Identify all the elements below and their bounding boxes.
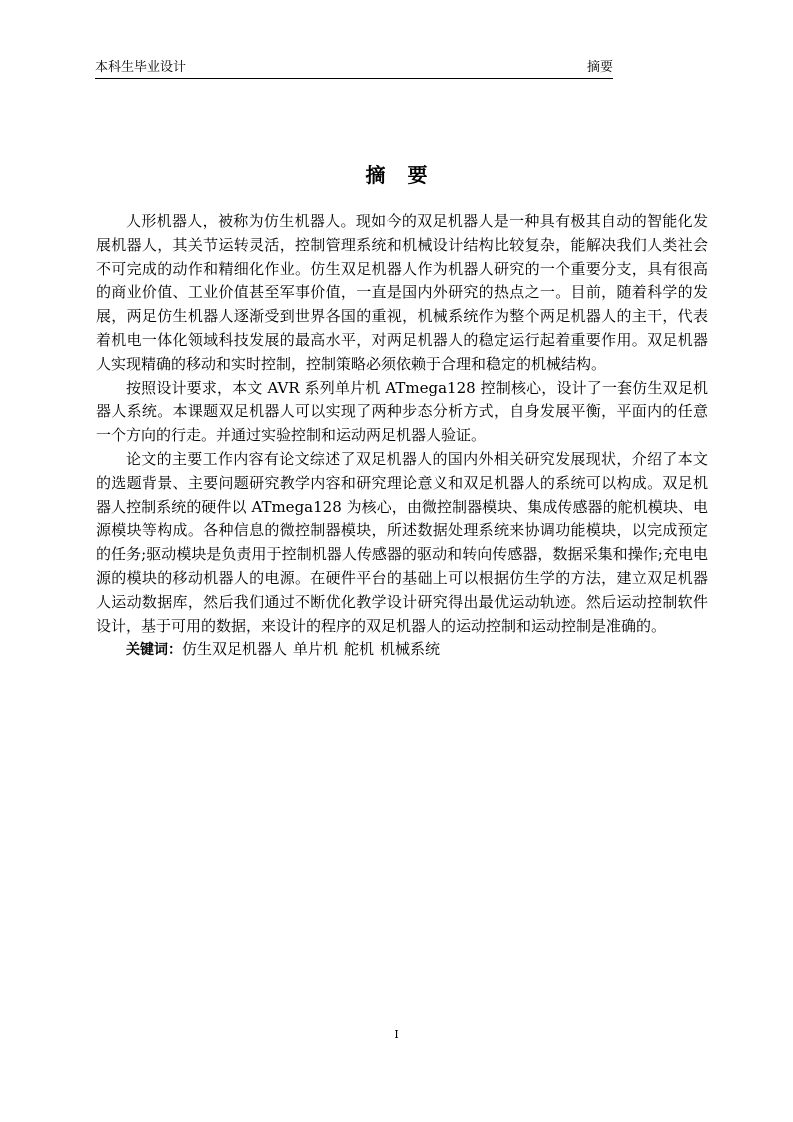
abstract-title: 摘要 bbox=[365, 163, 450, 187]
page-header bbox=[95, 58, 613, 79]
header-section-name: 摘要 bbox=[586, 60, 613, 75]
keywords-label: 关键词： bbox=[126, 642, 182, 659]
header-document-type: 本科生毕业设计 bbox=[95, 60, 187, 75]
keywords-line bbox=[96, 638, 708, 663]
keyword-item: 舵机 bbox=[344, 640, 375, 659]
keyword-item: 单片机 bbox=[293, 640, 339, 659]
abstract-body bbox=[96, 210, 708, 663]
page-number: I bbox=[394, 1028, 399, 1041]
abstract-paragraph: 按照设计要求，本文 AVR 系列单片机 ATmega128 控制核心，设计了一套仿生双足机器人系统。本课题双足机器人可以实现了两种步态分析方式，自身发展平衡，平面内的任意一个方向的行走。并通过实验控制和运动两足机器人验证。 bbox=[96, 378, 708, 445]
abstract-paragraph: 人形机器人，被称为仿生机器人。现如今的双足机器人是一种具有极其自动的智能化发展机器人，其关节运转灵活，控制管理系统和机械设计结构比较复杂，能解决我们人类社会不可完成的动作和精细化作业。仿生双足机器人作为机器人研究的一个重要分支，具有很高的商业价值、工业价值甚至军事价值，一直是国内外研究的热点之一。目前，随着科学的发展，两足仿生机器人逐渐受到世界各国的重视，机械系统作为整个两足机器人的主干，代表着机电一体化领域科技发展的最高水平，对两足机器人的稳定运行起着重要作用。双足机器人实现精确的移动和实时控制，控制策略必须依赖于合理和稳定的机械结构。 bbox=[96, 212, 708, 373]
keyword-item: 机械系统 bbox=[380, 640, 441, 659]
abstract-paragraph: 论文的主要工作内容有论文综述了双足机器人的国内外相关研究发展现状，介绍了本文的选题背景、主要问题研究教学内容和研究理论意义和双足机器人的系统可以构成。双足机器人控制系统的硬件以 ATmega128 为核心，由微控制器模块、集成传感器的舵机模块、电源模块等构成。各种信息的微控制器模块，所述数据处理系统来协调功能模块，以完成预定的任务;驱动模块是负责用于控制机器人传感器的驱动和转向传感器，数据采集和操作;充电电源的模块的移动机器人的电源。在硬件平台的基础上可以根据仿生学的方法，建立双足机器人运动数据库，然后我们通过不断优化教学设计研究得出最优运动轨迹。然后运动控制软件设计，基于可用的数据，来设计的程序的双足机器人的运动控制和运动控制是准确的。 bbox=[96, 449, 708, 635]
keyword-item: 仿生双足机器人 bbox=[182, 640, 288, 659]
